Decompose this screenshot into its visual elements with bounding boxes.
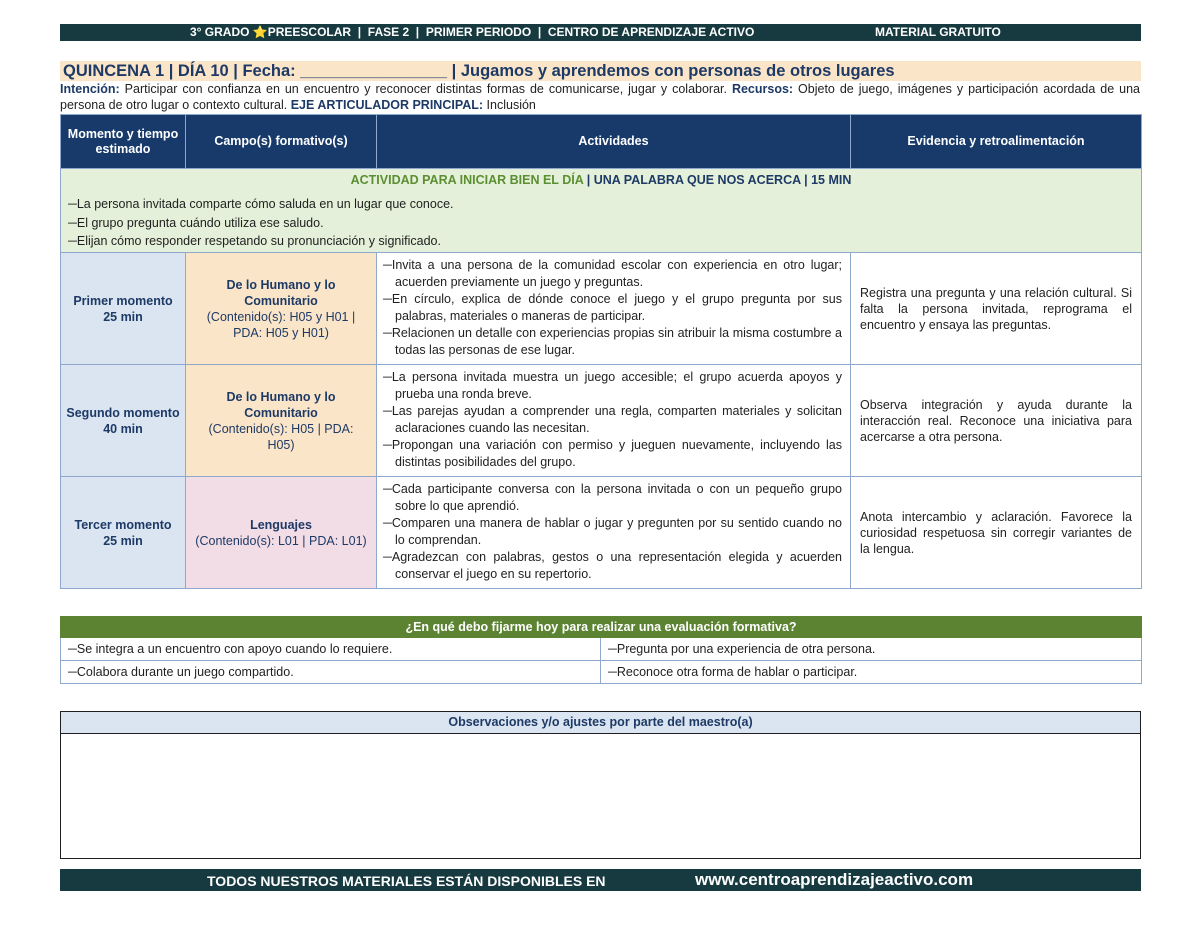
activity-item: ─Agradezcan con palabras, gestos o una representación elegida y acuerden conservar el juego en su repertorio. [383, 550, 842, 581]
activity-item: ─Invita a una persona de la comunidad escolar con experiencia en otro lugar; acuerden previamente un juego y preguntas. [383, 258, 842, 289]
starter-title-main: ACTIVIDAD PARA INICIAR BIEN EL DÍA [350, 173, 584, 187]
evaluation-item: ─Colabora durante un juego compartido. [61, 661, 601, 684]
header-moment: Momento y tiempo estimado [61, 115, 186, 169]
page-title: QUINCENA 1 | DÍA 10 | Fecha: ________________ | Jugamos y aprendemos con personas de otros lugares [60, 61, 1141, 81]
moment-time: 25 min [103, 309, 143, 324]
starter-title-detail: | UNA PALABRA QUE NOS ACERCA | 15 MIN [583, 173, 852, 187]
evidence-cell: Registra una pregunta y una relación cultural. Si falta la persona invitada, reprograma el encuentro y ensaya las preguntas. [851, 253, 1142, 365]
activity-item: ─Comparen una manera de hablar o jugar y pregunten por su sentido cuando no lo comprendan. [383, 516, 842, 547]
evaluation-item: ─Reconoce otra forma de hablar o participar. [601, 661, 1142, 684]
field-content: (Contenido(s): H05 y H01 | PDA: H05 y H01) [206, 309, 356, 340]
activity-item: ─Relacionen un detalle con experiencias propias sin atribuir la misma costumbre a todas las personas de ese lugar. [383, 326, 842, 357]
footer-text: TODOS NUESTROS MATERIALES ESTÁN DISPONIBLES EN [207, 873, 606, 889]
starter-activity [61, 169, 1142, 253]
activities-cell [377, 253, 851, 365]
resources-text: Objeto de juego, imágenes y participación acordada de una persona de otro lugar o contexto cultural. [60, 82, 1140, 112]
evaluation-item: ─Se integra a un encuentro con apoyo cuando lo requiere. [61, 638, 601, 661]
top-banner [60, 24, 1141, 41]
field-content: (Contenido(s): L01 | PDA: L01) [195, 533, 367, 548]
activity-item: ─Cada participante conversa con la persona invitada o con un pequeño grupo sobre lo que aprendió. [383, 482, 842, 513]
field-cell [186, 365, 377, 477]
evidence-cell: Observa integración y ayuda durante la interacción real. Reconoce una iniciativa para acercarse a otra persona. [851, 365, 1142, 477]
activities-cell [377, 477, 851, 589]
intent-paragraph [60, 81, 1140, 113]
footer-banner [60, 869, 1141, 891]
intent-text: Participar con confianza en un encuentro y reconocer distintas formas de comunicarse, jugar y colaborar. [119, 82, 732, 96]
moment-name: Primer momento [73, 293, 173, 308]
moment-row-3 [61, 477, 1142, 589]
header-field: Campo(s) formativo(s) [186, 115, 377, 169]
starter-row [61, 169, 1142, 253]
evaluation-item: ─Pregunta por una experiencia de otra persona. [601, 638, 1142, 661]
moment-cell [61, 365, 186, 477]
evaluation-table [60, 616, 1142, 684]
field-cell [186, 253, 377, 365]
axis-text: Inclusión [483, 98, 536, 112]
starter-line: ─La persona invitada comparte cómo saluda en un lugar que conoce. [68, 197, 454, 211]
plan-table [60, 114, 1142, 589]
moment-name: Tercer momento [74, 517, 172, 532]
activity-item: ─Las parejas ayudan a comprender una regla, comparten materiales y solicitan aclaraciones cuando las necesitan. [383, 404, 842, 435]
field-name: Lenguajes [250, 517, 312, 532]
moment-row-2 [61, 365, 1142, 477]
intent-label: Intención: [60, 82, 120, 96]
moment-cell [61, 253, 186, 365]
header-activities: Actividades [377, 115, 851, 169]
resources-label: Recursos: [731, 82, 794, 96]
banner-grade-info: 3° GRADO ⭐PREESCOLAR | FASE 2 | PRIMER PERIODO | CENTRO DE APRENDIZAJE ACTIVO [190, 25, 755, 39]
field-content: (Contenido(s): H05 | PDA: H05) [208, 421, 354, 452]
starter-line: ─El grupo pregunta cuándo utiliza ese saludo. [68, 215, 324, 230]
field-name: De lo Humano y lo Comunitario [226, 389, 336, 420]
moment-time: 40 min [103, 421, 143, 436]
table-header-row [61, 115, 1142, 169]
field-cell [186, 477, 377, 589]
observations-title: Observaciones y/o ajustes por parte del maestro(a) [61, 712, 1140, 734]
activity-item: ─En círculo, explica de dónde conoce el juego y el grupo pregunta por sus palabras, materiales o maneras de participar. [383, 292, 842, 323]
activity-item: ─Propongan una variación con permiso y jueguen nuevamente, incluyendo las distintas posibilidades del grupo. [383, 438, 842, 469]
evidence-cell: Anota intercambio y aclaración. Favorece la curiosidad respetuosa sin corregir variantes de la lengua. [851, 477, 1142, 589]
activities-cell [377, 365, 851, 477]
moment-row-1 [61, 253, 1142, 365]
activity-item: ─La persona invitada muestra un juego accesible; el grupo acuerda apoyos y prueba una ronda breve. [383, 370, 842, 401]
starter-title [61, 169, 1141, 195]
moment-name: Segundo momento [66, 405, 180, 420]
field-name: De lo Humano y lo Comunitario [226, 277, 336, 308]
starter-line: ─Elijan cómo responder respetando su pronunciación y significado. [68, 234, 441, 248]
observations-box [60, 711, 1141, 859]
evaluation-title: ¿En qué debo fijarme hoy para realizar una evaluación formativa? [61, 617, 1142, 638]
moment-cell [61, 477, 186, 589]
banner-free-material: MATERIAL GRATUITO [875, 25, 1001, 39]
axis-label: EJE ARTICULADOR PRINCIPAL: [290, 98, 484, 112]
footer-website: www.centroaprendizajeactivo.com [695, 870, 974, 889]
header-evidence: Evidencia y retroalimentación [851, 115, 1142, 169]
moment-time: 25 min [103, 533, 143, 548]
